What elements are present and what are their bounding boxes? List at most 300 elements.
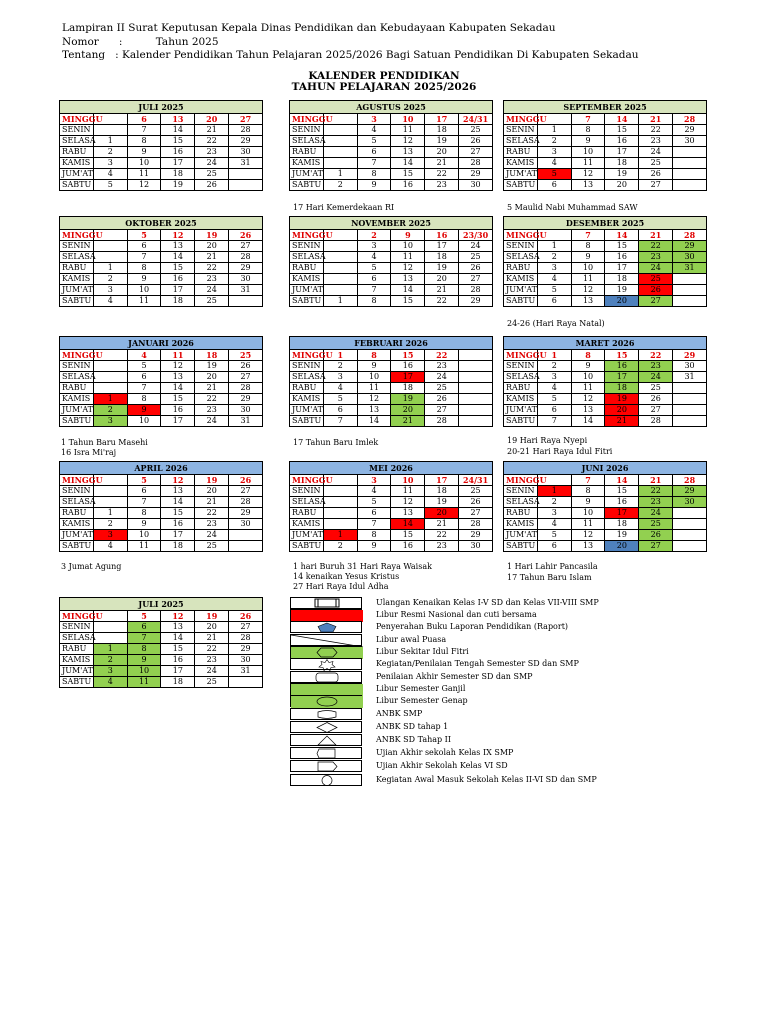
week-row [504,394,707,405]
date-cell: 10 [357,372,391,383]
date-cell: 1 [537,125,571,136]
date-cell: 6 [537,296,571,307]
date-cell: 4 [537,519,571,530]
date-cell: 5 [127,475,161,486]
day-label: JUM'AT [290,285,324,296]
date-cell: 5 [537,169,571,180]
date-cell: 11 [127,677,161,688]
date-cell: 13 [571,180,605,191]
day-label: SENIN [504,125,538,136]
day-label: SABTU [60,677,94,688]
week-row [290,136,493,147]
week-row [60,475,263,486]
date-cell: 21 [605,416,639,427]
date-cell: 11 [127,169,161,180]
day-label: SENIN [504,241,538,252]
date-cell: 26 [229,361,263,372]
date-cell: 8 [127,263,161,274]
date-cell: 31 [229,285,263,296]
date-cell: 25 [195,541,229,552]
date-cell: 28 [425,416,459,427]
week-row [60,180,263,191]
week-row [504,180,707,191]
date-cell: 6 [537,405,571,416]
date-cell: 4 [93,169,127,180]
date-cell: 14 [391,519,425,530]
date-cell: 9 [127,655,161,666]
date-cell: 17 [161,666,195,677]
date-cell: 15 [161,644,195,655]
week-row [290,486,493,497]
header-line-1: Lampiran II Surat Keputusan Kepala Dinas Pendidikan dan Kebudayaan Kabupaten Sekadau [62,22,556,34]
date-cell: 7 [571,114,605,125]
date-cell: 17 [161,158,195,169]
day-label: RABU [290,383,324,394]
date-cell [323,241,357,252]
date-cell: 16 [391,180,425,191]
day-label: SELASA [60,497,94,508]
date-cell: 7 [357,285,391,296]
date-cell: 29 [673,125,707,136]
date-cell: 25 [639,158,673,169]
day-label: SELASA [290,136,324,147]
day-label: RABU [60,383,94,394]
date-cell: 1 [537,486,571,497]
day-label: SELASA [290,372,324,383]
day-label: SELASA [504,136,538,147]
date-cell: 7 [127,383,161,394]
date-cell: 16 [425,230,459,241]
date-cell: 7 [537,416,571,427]
date-cell: 16 [605,252,639,263]
date-cell: 6 [323,405,357,416]
date-cell: 14 [391,285,425,296]
date-cell: 14 [571,416,605,427]
date-cell: 31 [673,263,707,274]
holiday-note: 1 hari Buruh 31 Hari Raya Waisak [293,562,432,571]
date-cell: 8 [357,350,391,361]
week-row [60,252,263,263]
date-cell: 25 [195,296,229,307]
date-cell: 20 [605,405,639,416]
date-cell [93,497,127,508]
date-cell: 20 [425,147,459,158]
legend-symbol-arrow-icon [290,760,362,772]
week-row [504,263,707,274]
legend-item [290,609,710,621]
date-cell: 25 [459,486,493,497]
week-row [290,416,493,427]
date-cell: 4 [323,383,357,394]
date-cell: 19 [605,285,639,296]
day-label: SABTU [290,541,324,552]
date-cell: 29 [459,530,493,541]
day-label: JUM'AT [504,285,538,296]
date-cell [93,241,127,252]
date-cell: 12 [391,263,425,274]
legend-item [290,708,710,720]
date-cell: 5 [127,611,161,622]
date-cell: 13 [161,486,195,497]
date-cell [323,497,357,508]
date-cell: 6 [357,508,391,519]
date-cell: 18 [161,677,195,688]
date-cell: 25 [459,252,493,263]
date-cell: 12 [161,361,195,372]
date-cell: 21 [425,158,459,169]
date-cell: 4 [537,274,571,285]
week-row [60,530,263,541]
date-cell: 16 [161,405,195,416]
date-cell: 17 [161,416,195,427]
date-cell: 15 [605,350,639,361]
legend-item [290,760,710,772]
date-cell: 6 [127,114,161,125]
date-cell [323,252,357,263]
day-label: RABU [290,508,324,519]
date-cell: 3 [357,475,391,486]
date-cell: 2 [323,541,357,552]
date-cell: 29 [229,644,263,655]
day-label: SENIN [60,486,94,497]
date-cell: 14 [161,252,195,263]
month-title: JUNI 2026 [504,462,707,475]
date-cell: 9 [571,136,605,147]
month-table [503,336,707,427]
date-cell: 6 [127,622,161,633]
date-cell: 26 [425,394,459,405]
date-cell: 9 [571,497,605,508]
page-subtitle: TAHUN PELAJARAN 2025/2026 [291,81,477,93]
holiday-note: 17 Tahun Baru Imlek [293,438,379,447]
date-cell: 3 [537,372,571,383]
date-cell: 26 [229,475,263,486]
week-row [290,147,493,158]
day-label: SELASA [60,372,94,383]
week-row [504,372,707,383]
date-cell: 3 [537,508,571,519]
legend-symbol-green-icon [290,683,362,695]
date-cell: 4 [93,541,127,552]
date-cell: 20 [195,372,229,383]
date-cell: 4 [357,125,391,136]
date-cell: 29 [673,241,707,252]
date-cell: 21 [391,416,425,427]
date-cell: 1 [93,136,127,147]
date-cell: 3 [93,416,127,427]
date-cell: 20 [425,508,459,519]
date-cell: 15 [605,486,639,497]
date-cell: 5 [537,285,571,296]
date-cell: 28 [459,285,493,296]
legend-symbol-rect-bars-icon [290,597,362,609]
date-cell [93,372,127,383]
date-cell: 23 [195,655,229,666]
date-cell: 19 [605,530,639,541]
date-cell: 13 [391,147,425,158]
day-label: SABTU [60,416,94,427]
holiday-note: 1 Tahun Baru Masehi [61,438,148,447]
date-cell: 1 [323,530,357,541]
legend-symbol-pentagon-icon [290,621,362,633]
date-cell: 10 [127,666,161,677]
date-cell: 13 [357,405,391,416]
week-row [504,296,707,307]
date-cell: 25 [639,383,673,394]
date-cell [323,147,357,158]
week-row [60,622,263,633]
week-row [60,655,263,666]
month-title: JULI 2025 [60,101,263,114]
legend-item [290,671,710,683]
legend-item [290,646,710,658]
date-cell: 23 [639,136,673,147]
date-cell: 7 [127,125,161,136]
date-cell: 21 [639,114,673,125]
date-cell: 25 [639,519,673,530]
legend-label: ANBK SD Tahap II [376,735,452,744]
date-cell: 27 [425,405,459,416]
day-label: SENIN [290,361,324,372]
date-cell: 7 [127,633,161,644]
date-cell: 30 [673,136,707,147]
date-cell: 13 [161,114,195,125]
date-cell: 9 [127,405,161,416]
date-cell: 31 [229,416,263,427]
date-cell: 3 [93,530,127,541]
legend-symbol-rounded-icon [290,671,362,683]
date-cell: 26 [639,285,673,296]
date-cell: 25 [425,383,459,394]
month-table [59,461,263,552]
day-label: KAMIS [290,158,324,169]
day-label: SABTU [60,180,94,191]
legend-symbol-oval-green-icon [290,695,362,707]
date-cell [673,530,707,541]
legend-symbol-tag-icon [290,747,362,759]
date-cell: 7 [323,416,357,427]
date-cell [93,252,127,263]
day-label: RABU [504,263,538,274]
date-cell: 27 [459,508,493,519]
date-cell: 24 [195,666,229,677]
day-label: KAMIS [60,655,94,666]
day-label: MINGGU [60,114,94,125]
date-cell [323,285,357,296]
date-cell [673,416,707,427]
date-cell [459,394,493,405]
day-label: KAMIS [504,394,538,405]
holiday-note: 19 Hari Raya Nyepi [507,436,588,445]
date-cell: 14 [605,230,639,241]
week-row [60,114,263,125]
date-cell: 22 [639,486,673,497]
date-cell [323,508,357,519]
date-cell: 17 [425,114,459,125]
date-cell: 13 [571,541,605,552]
day-label: RABU [60,508,94,519]
date-cell: 10 [571,508,605,519]
legend-label: Libur Resmi Nasional dan cuti bersama [376,610,537,619]
day-label: MINGGU [60,350,94,361]
month-table [503,100,707,191]
week-row [60,361,263,372]
date-cell: 7 [571,475,605,486]
month-title: APRIL 2026 [60,462,263,475]
date-cell: 18 [605,274,639,285]
date-cell: 11 [127,541,161,552]
legend-item [290,747,710,759]
month-title: MARET 2026 [504,337,707,350]
date-cell: 6 [357,147,391,158]
date-cell: 5 [93,180,127,191]
date-cell: 10 [571,147,605,158]
date-cell: 15 [161,394,195,405]
week-row [290,541,493,552]
date-cell [323,158,357,169]
week-row [290,372,493,383]
date-cell: 12 [161,230,195,241]
date-cell: 13 [161,241,195,252]
date-cell: 2 [323,361,357,372]
date-cell: 19 [425,136,459,147]
day-label: MINGGU [504,350,538,361]
date-cell: 6 [537,180,571,191]
date-cell: 8 [357,530,391,541]
date-cell: 26 [459,497,493,508]
date-cell: 27 [639,405,673,416]
date-cell: 5 [537,394,571,405]
month-title: SEPTEMBER 2025 [504,101,707,114]
day-label: KAMIS [504,274,538,285]
day-label: MINGGU [290,350,324,361]
date-cell: 19 [195,361,229,372]
date-cell: 29 [229,394,263,405]
month-table [59,100,263,191]
date-cell: 3 [93,158,127,169]
date-cell: 18 [605,383,639,394]
date-cell: 17 [161,285,195,296]
week-row [290,296,493,307]
date-cell: 24 [195,158,229,169]
date-cell: 7 [127,497,161,508]
date-cell: 18 [195,350,229,361]
holiday-note: 17 Tahun Baru Islam [507,573,592,582]
week-row [504,274,707,285]
holiday-note: 5 Maulid Nabi Muhammad SAW [507,203,638,212]
date-cell: 28 [459,519,493,530]
date-cell [93,633,127,644]
week-row [290,180,493,191]
day-label: SABTU [504,296,538,307]
date-cell: 3 [323,372,357,383]
date-cell: 25 [195,169,229,180]
day-label: KAMIS [60,274,94,285]
date-cell: 26 [639,394,673,405]
date-cell: 16 [605,361,639,372]
date-cell: 4 [357,486,391,497]
date-cell: 27 [229,622,263,633]
date-cell: 20 [605,180,639,191]
date-cell: 1 [323,296,357,307]
date-cell [229,677,263,688]
month-table [289,100,493,191]
date-cell: 16 [605,497,639,508]
date-cell: 30 [673,497,707,508]
week-row [60,611,263,622]
date-cell: 21 [195,497,229,508]
legend-symbol-star-icon [290,658,362,670]
day-label: JUM'AT [60,405,94,416]
legend-item [290,721,710,733]
date-cell: 18 [425,252,459,263]
date-cell: 23/30 [459,230,493,241]
date-cell [93,383,127,394]
date-cell: 23 [425,180,459,191]
legend-label: ANBK SD tahap 1 [376,722,449,731]
date-cell [673,405,707,416]
day-label: RABU [504,383,538,394]
week-row [60,136,263,147]
holiday-note: 16 Isra Mi'raj [61,448,117,457]
day-label: SABTU [290,416,324,427]
date-cell: 12 [161,611,195,622]
date-cell: 31 [229,666,263,677]
day-label: SENIN [504,486,538,497]
day-label: KAMIS [60,394,94,405]
date-cell: 12 [571,285,605,296]
day-label: SELASA [504,252,538,263]
week-row [60,158,263,169]
date-cell: 10 [391,475,425,486]
date-cell: 20 [605,296,639,307]
date-cell: 19 [195,475,229,486]
week-row [60,296,263,307]
date-cell: 18 [605,158,639,169]
day-label: JUM'AT [504,530,538,541]
day-label: MINGGU [504,475,538,486]
date-cell: 3 [357,241,391,252]
date-cell: 18 [161,169,195,180]
date-cell: 22 [425,350,459,361]
day-label: SELASA [60,633,94,644]
holiday-note: 3 Jumat Agung [61,562,122,571]
day-label: SABTU [60,296,94,307]
date-cell: 5 [537,530,571,541]
day-label: SENIN [504,361,538,372]
date-cell: 2 [93,405,127,416]
date-cell: 15 [391,296,425,307]
date-cell: 3 [357,114,391,125]
legend-label: Ulangan Kenaikan Kelas I-V SD dan Kelas VII-VIII SMP [376,598,599,607]
date-cell [673,147,707,158]
week-row [504,405,707,416]
date-cell: 17 [605,263,639,274]
date-cell: 8 [357,169,391,180]
day-label: KAMIS [504,519,538,530]
date-cell [673,285,707,296]
week-row [290,252,493,263]
day-label: SENIN [290,486,324,497]
week-row [60,405,263,416]
date-cell [673,541,707,552]
date-cell: 28 [229,252,263,263]
week-row [504,241,707,252]
month-title: AGUSTUS 2025 [290,101,493,114]
date-cell: 24/31 [459,475,493,486]
date-cell: 12 [127,180,161,191]
day-label: SABTU [290,180,324,191]
